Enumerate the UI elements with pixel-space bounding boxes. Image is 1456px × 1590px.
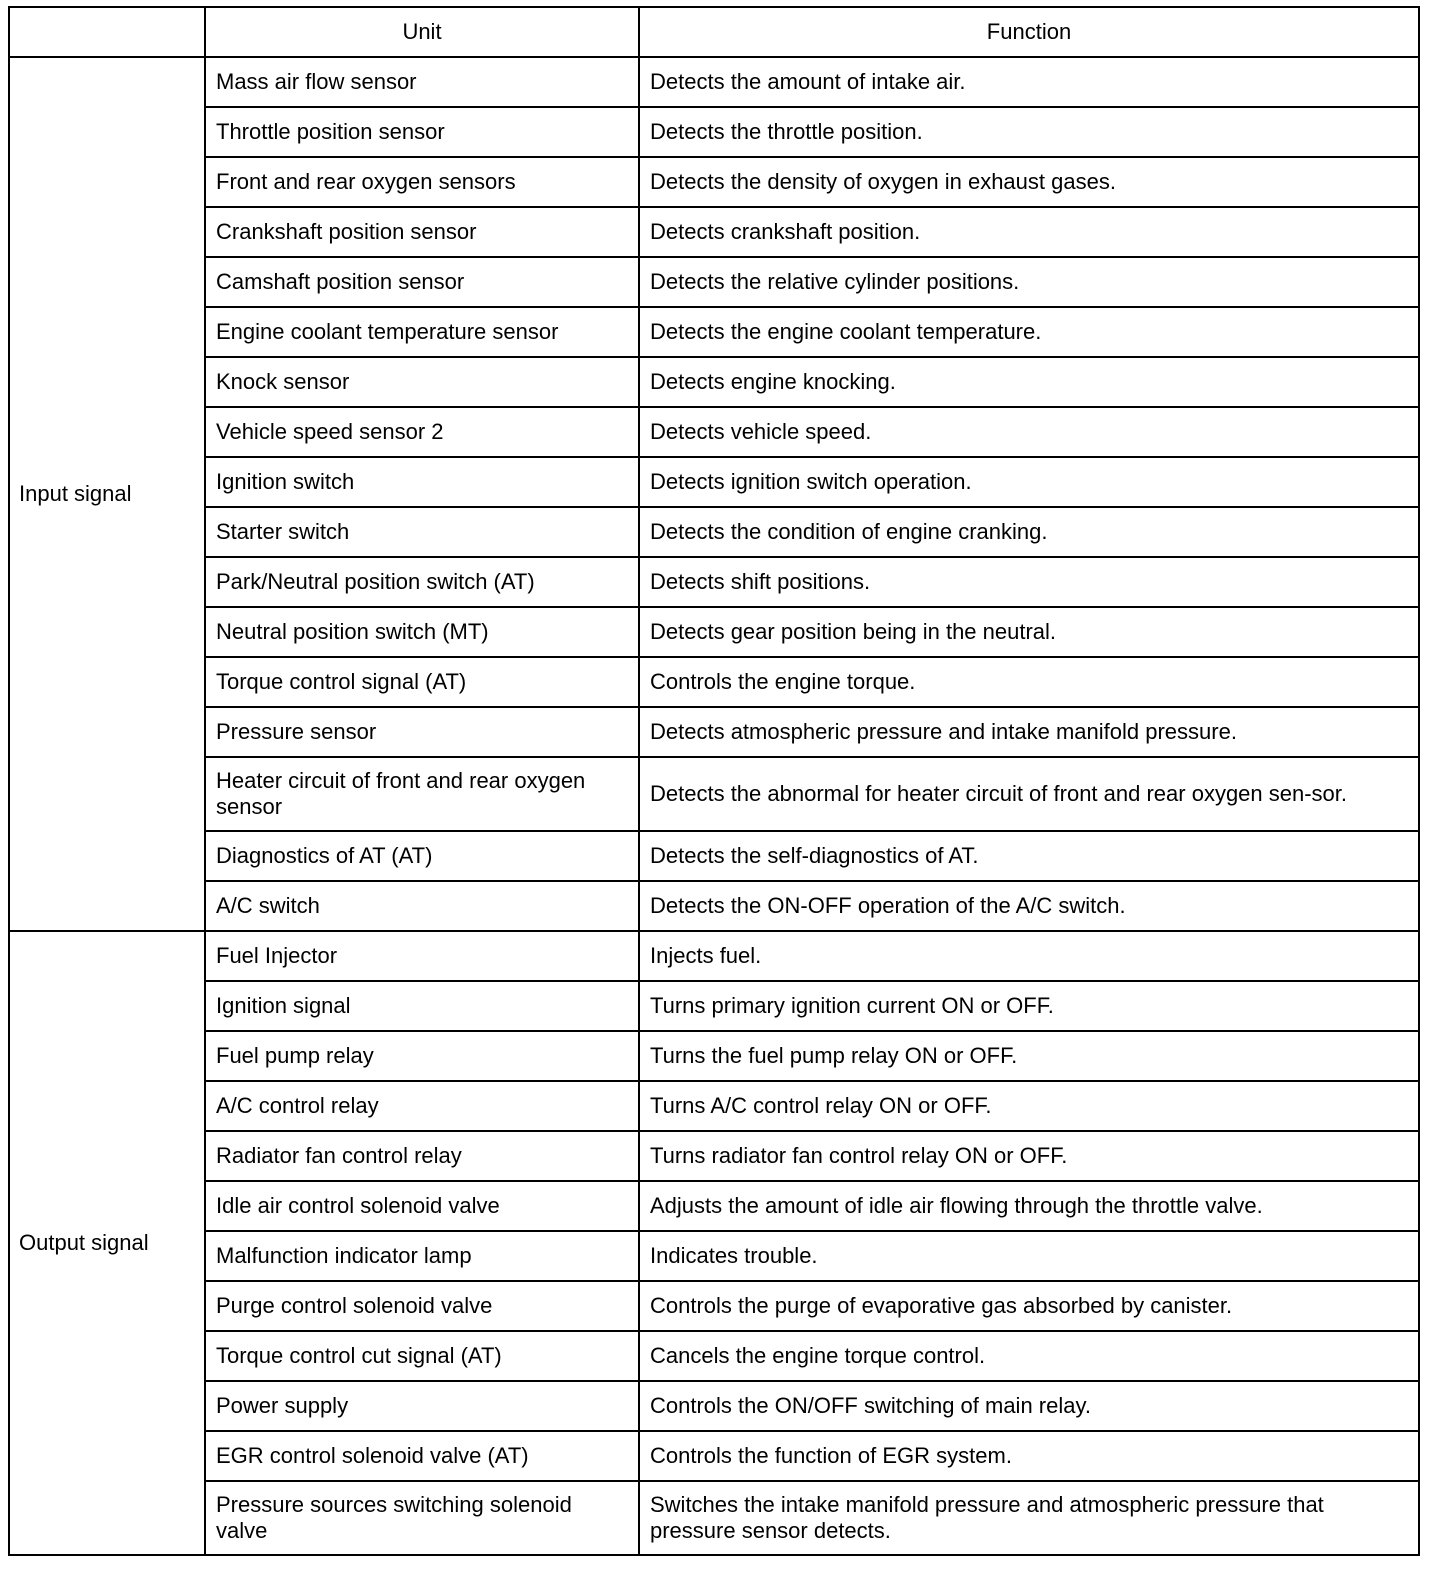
table-row <box>9 157 1419 207</box>
table-row <box>9 1131 1419 1181</box>
function-cell: Detects the ON-OFF operation of the A/C switch. <box>639 881 1419 931</box>
function-cell: Detects crankshaft position. <box>639 207 1419 257</box>
unit-cell: Heater circuit of front and rear oxygen sensor <box>205 757 639 831</box>
function-cell: Detects the abnormal for heater circuit of front and rear oxygen sen-sor. <box>639 757 1419 831</box>
unit-cell: Fuel pump relay <box>205 1031 639 1081</box>
function-cell: Controls the purge of evaporative gas absorbed by canister. <box>639 1281 1419 1331</box>
function-cell: Detects the engine coolant temperature. <box>639 307 1419 357</box>
table-row <box>9 457 1419 507</box>
function-cell: Controls the ON/OFF switching of main relay. <box>639 1381 1419 1431</box>
unit-cell: Mass air flow sensor <box>205 57 639 107</box>
table-row <box>9 1081 1419 1131</box>
group-label: Input signal <box>9 57 205 931</box>
function-cell: Detects the relative cylinder positions. <box>639 257 1419 307</box>
function-cell: Turns the fuel pump relay ON or OFF. <box>639 1031 1419 1081</box>
function-cell: Detects the condition of engine cranking. <box>639 507 1419 557</box>
table-row <box>9 757 1419 831</box>
table-row <box>9 881 1419 931</box>
table-row <box>9 1181 1419 1231</box>
function-cell: Adjusts the amount of idle air flowing through the throttle valve. <box>639 1181 1419 1231</box>
function-cell: Turns A/C control relay ON or OFF. <box>639 1081 1419 1131</box>
table-row <box>9 607 1419 657</box>
table-row <box>9 981 1419 1031</box>
function-cell: Detects the density of oxygen in exhaust gases. <box>639 157 1419 207</box>
table-row <box>9 657 1419 707</box>
table-row <box>9 1431 1419 1481</box>
header-blank <box>9 7 205 57</box>
unit-cell: Purge control solenoid valve <box>205 1281 639 1331</box>
function-cell: Detects engine knocking. <box>639 357 1419 407</box>
table-row <box>9 1331 1419 1381</box>
unit-cell: Starter switch <box>205 507 639 557</box>
table-row <box>9 357 1419 407</box>
unit-cell: A/C switch <box>205 881 639 931</box>
function-cell: Detects shift positions. <box>639 557 1419 607</box>
function-cell: Controls the function of EGR system. <box>639 1431 1419 1481</box>
unit-cell: Park/Neutral position switch (AT) <box>205 557 639 607</box>
table-row <box>9 831 1419 881</box>
unit-cell: Pressure sensor <box>205 707 639 757</box>
table-row <box>9 257 1419 307</box>
function-cell: Injects fuel. <box>639 931 1419 981</box>
unit-cell: A/C control relay <box>205 1081 639 1131</box>
table-row <box>9 1381 1419 1431</box>
table-row <box>9 107 1419 157</box>
group-label: Output signal <box>9 931 205 1555</box>
unit-cell: Pressure sources switching solenoid valve <box>205 1481 639 1555</box>
table-row <box>9 507 1419 557</box>
function-cell: Turns radiator fan control relay ON or OFF. <box>639 1131 1419 1181</box>
unit-cell: Neutral position switch (MT) <box>205 607 639 657</box>
function-cell: Detects atmospheric pressure and intake manifold pressure. <box>639 707 1419 757</box>
header-function: Function <box>639 7 1419 57</box>
function-cell: Cancels the engine torque control. <box>639 1331 1419 1381</box>
table-row <box>9 931 1419 981</box>
table-row <box>9 707 1419 757</box>
unit-cell: Ignition switch <box>205 457 639 507</box>
function-cell: Switches the intake manifold pressure and atmospheric pressure that pressure sensor detects. <box>639 1481 1419 1555</box>
unit-cell: Radiator fan control relay <box>205 1131 639 1181</box>
function-cell: Detects gear position being in the neutral. <box>639 607 1419 657</box>
unit-cell: Vehicle speed sensor 2 <box>205 407 639 457</box>
function-cell: Detects the amount of intake air. <box>639 57 1419 107</box>
table-row <box>9 57 1419 107</box>
header-unit: Unit <box>205 7 639 57</box>
unit-cell: Engine coolant temperature sensor <box>205 307 639 357</box>
unit-cell: Idle air control solenoid valve <box>205 1181 639 1231</box>
unit-cell: Knock sensor <box>205 357 639 407</box>
table-row <box>9 1031 1419 1081</box>
function-cell: Turns primary ignition current ON or OFF. <box>639 981 1419 1031</box>
function-cell: Detects the self-diagnostics of AT. <box>639 831 1419 881</box>
function-cell: Controls the engine torque. <box>639 657 1419 707</box>
signal-function-table <box>8 6 1420 1556</box>
table-row <box>9 1281 1419 1331</box>
table-row <box>9 1481 1419 1555</box>
unit-cell: Front and rear oxygen sensors <box>205 157 639 207</box>
function-cell: Detects vehicle speed. <box>639 407 1419 457</box>
function-cell: Indicates trouble. <box>639 1231 1419 1281</box>
unit-cell: Crankshaft position sensor <box>205 207 639 257</box>
unit-cell: Fuel Injector <box>205 931 639 981</box>
table-body <box>9 57 1419 1555</box>
table-row <box>9 407 1419 457</box>
unit-cell: Torque control cut signal (AT) <box>205 1331 639 1381</box>
table-row <box>9 207 1419 257</box>
unit-cell: Torque control signal (AT) <box>205 657 639 707</box>
function-cell: Detects the throttle position. <box>639 107 1419 157</box>
unit-cell: Camshaft position sensor <box>205 257 639 307</box>
unit-cell: Throttle position sensor <box>205 107 639 157</box>
function-cell: Detects ignition switch operation. <box>639 457 1419 507</box>
unit-cell: Power supply <box>205 1381 639 1431</box>
table-row <box>9 1231 1419 1281</box>
unit-cell: Diagnostics of AT (AT) <box>205 831 639 881</box>
unit-cell: EGR control solenoid valve (AT) <box>205 1431 639 1481</box>
table-row <box>9 307 1419 357</box>
unit-cell: Malfunction indicator lamp <box>205 1231 639 1281</box>
table-row <box>9 557 1419 607</box>
header-row <box>9 7 1419 57</box>
unit-cell: Ignition signal <box>205 981 639 1031</box>
